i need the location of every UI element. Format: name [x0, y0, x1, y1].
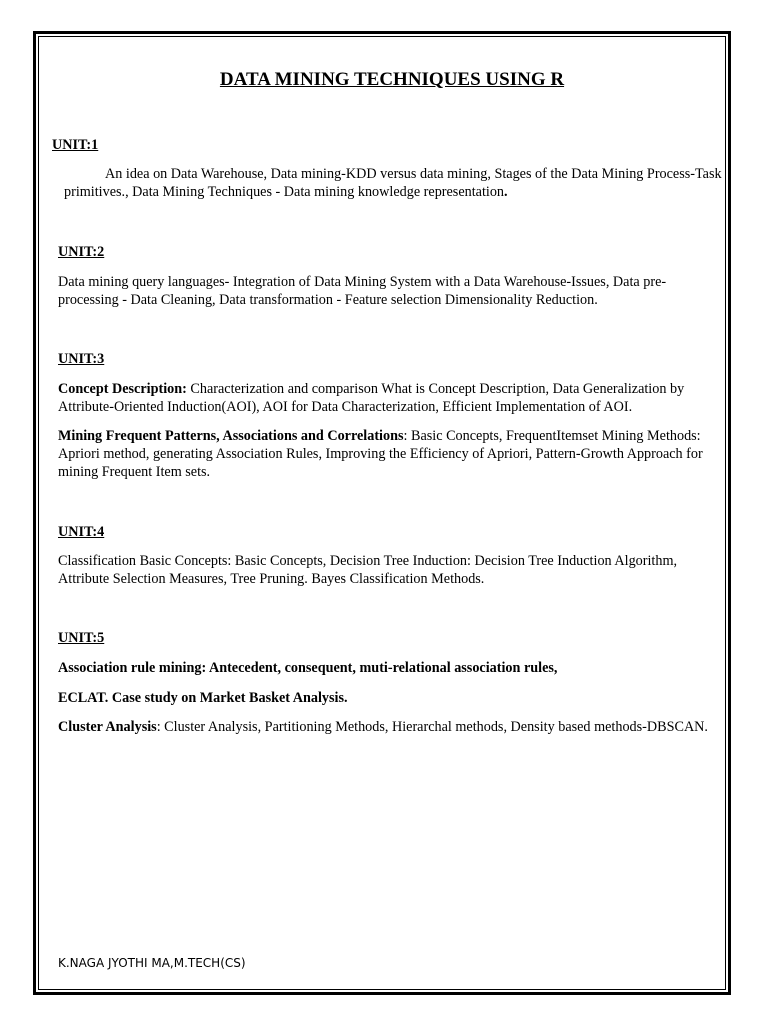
document-title: DATA MINING TECHNIQUES USING R — [219, 69, 565, 90]
unit-1-trailing-period: . — [504, 184, 508, 200]
unit-3-paragraph-concept — [58, 380, 720, 416]
unit-1-paragraph — [64, 165, 724, 201]
unit-3-heading: UNIT:3 — [58, 351, 105, 367]
unit-2-paragraph — [58, 273, 720, 309]
unit-2-text: Data mining query languages- Integration of Data Mining System with a Data Warehouse-Issues, Data pre-processing - Data Cleaning, Data transformation - Feature selection Dimensionality Reduction. — [58, 274, 667, 308]
unit-5-paragraph-cluster — [58, 718, 720, 736]
unit-3-mining-label: Mining Frequent Patterns, Associations and Correlations — [58, 428, 404, 444]
unit-5-paragraph-association — [58, 659, 720, 677]
unit-3-paragraph-mining — [58, 427, 720, 481]
unit-5-association-label: Association rule mining: Antecedent, consequent, muti-relational association rules, — [58, 660, 558, 676]
unit-2-heading: UNIT:2 — [58, 244, 105, 260]
footer-author: K.NAGA JYOTHI MA,M.TECH(CS) — [58, 956, 246, 970]
unit-3-mining-text: : Basic Concepts, FrequentItemset Mining Methods: Apriori method, generating Association Rules, Improving the Efficiency of Apriori, Pattern-Growth Approach for mining Frequent Item sets. — [58, 428, 703, 480]
unit-4-text: Classification Basic Concepts: Basic Concepts, Decision Tree Induction: Decision Tree Induction Algorithm, Attribute Selection Measures, Tree Pruning. Bayes Classification Methods. — [58, 553, 678, 587]
unit-1-heading: UNIT:1 — [52, 137, 99, 153]
unit-4-paragraph — [58, 552, 720, 588]
unit-3-concept-text: Characterization and comparison What is Concept Description, Data Generalization by Attribute-Oriented Induction(AOI), AOI for Data Characterization, Efficient Implementation of AOI. — [58, 381, 685, 415]
unit-5-eclat-label: ECLAT. Case study on Market Basket Analysis. — [58, 690, 348, 706]
unit-4-heading: UNIT:4 — [58, 524, 105, 540]
unit-1-text: An idea on Data Warehouse, Data mining-KDD versus data mining, Stages of the Data Mining Process-Task primitives., Data Mining Techniques - Data mining knowledge representation — [64, 166, 722, 200]
unit-5-cluster-label: Cluster Analysis — [58, 719, 157, 735]
unit-5-heading: UNIT:5 — [58, 630, 105, 646]
unit-3-concept-label: Concept Description: — [58, 381, 187, 397]
unit-5-paragraph-eclat — [58, 689, 720, 707]
unit-5-cluster-text: : Cluster Analysis, Partitioning Methods, Hierarchal methods, Density based methods-DBSCAN. — [156, 719, 708, 735]
